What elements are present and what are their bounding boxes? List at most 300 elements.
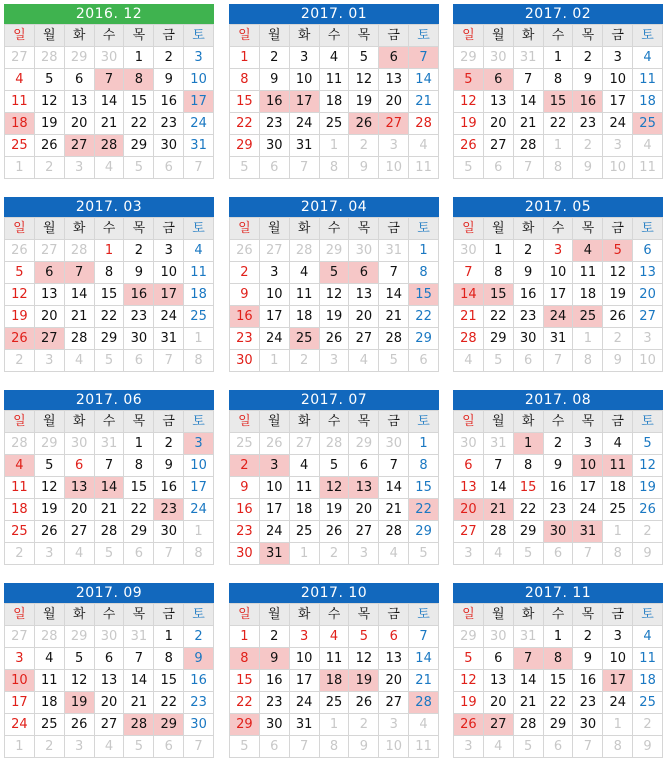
day-cell-other-month: 9 xyxy=(573,157,603,179)
day-cell: 9 xyxy=(184,648,214,670)
day-cell: 3 xyxy=(5,648,35,670)
day-cell: 26 xyxy=(349,113,379,135)
day-cell: 5 xyxy=(454,648,484,670)
day-cell: 8 xyxy=(544,69,574,91)
day-cell: 9 xyxy=(154,455,184,477)
day-cell: 7 xyxy=(409,47,439,69)
month-calendar xyxy=(453,4,663,179)
weekday-label: 화 xyxy=(514,218,544,240)
day-cell-other-month: 6 xyxy=(154,157,184,179)
day-cell-other-month: 2 xyxy=(349,714,379,736)
weekday-label: 토 xyxy=(184,25,214,47)
day-cell-other-month: 6 xyxy=(260,157,290,179)
day-cell: 21 xyxy=(454,306,484,328)
day-cell: 25 xyxy=(320,113,350,135)
day-cell: 15 xyxy=(514,477,544,499)
day-cell-other-month: 3 xyxy=(35,543,65,565)
weekday-label: 목 xyxy=(573,218,603,240)
day-cell-other-month: 31 xyxy=(95,433,125,455)
day-cell: 25 xyxy=(633,113,663,135)
day-cell: 17 xyxy=(603,670,633,692)
day-cell: 24 xyxy=(184,113,214,135)
day-cell: 29 xyxy=(154,714,184,736)
day-cell-other-month: 1 xyxy=(320,135,350,157)
day-cell: 17 xyxy=(184,477,214,499)
day-cell-other-month: 7 xyxy=(514,157,544,179)
day-cell: 27 xyxy=(454,521,484,543)
day-cell: 25 xyxy=(320,692,350,714)
day-cell: 10 xyxy=(5,670,35,692)
day-cell: 1 xyxy=(124,433,154,455)
day-cell: 9 xyxy=(514,262,544,284)
day-cell-other-month: 8 xyxy=(573,350,603,372)
day-cell: 19 xyxy=(320,499,350,521)
day-cell-other-month: 2 xyxy=(5,543,35,565)
weekday-label: 화 xyxy=(65,218,95,240)
day-cell: 30 xyxy=(260,714,290,736)
day-cell-other-month: 3 xyxy=(65,736,95,758)
day-cell: 5 xyxy=(454,69,484,91)
weekday-label: 수 xyxy=(95,411,125,433)
day-cell: 7 xyxy=(95,455,125,477)
day-cell: 24 xyxy=(603,113,633,135)
day-cell: 8 xyxy=(230,648,260,670)
day-cell-other-month: 27 xyxy=(290,433,320,455)
day-cell: 27 xyxy=(484,135,514,157)
day-cell: 9 xyxy=(230,284,260,306)
day-cell: 19 xyxy=(320,306,350,328)
day-cell: 21 xyxy=(514,692,544,714)
weekday-label: 일 xyxy=(5,218,35,240)
day-cell: 19 xyxy=(5,306,35,328)
weekday-label: 수 xyxy=(320,25,350,47)
day-cell-other-month: 4 xyxy=(409,714,439,736)
day-cell-other-month: 10 xyxy=(379,736,409,758)
day-cell-other-month: 4 xyxy=(633,135,663,157)
day-cell: 30 xyxy=(230,350,260,372)
day-cell: 22 xyxy=(154,692,184,714)
day-cell-other-month: 1 xyxy=(260,350,290,372)
day-cell: 25 xyxy=(603,499,633,521)
day-cell: 5 xyxy=(65,648,95,670)
weekday-label: 목 xyxy=(349,218,379,240)
day-cell: 24 xyxy=(5,714,35,736)
day-cell-other-month: 29 xyxy=(454,47,484,69)
day-cell: 31 xyxy=(290,714,320,736)
month-title: 2017. 03 xyxy=(4,197,214,217)
day-cell-other-month: 6 xyxy=(409,350,439,372)
day-cell-other-month: 6 xyxy=(260,736,290,758)
day-cell: 23 xyxy=(544,499,574,521)
month-calendar xyxy=(4,390,214,565)
day-cell: 24 xyxy=(260,521,290,543)
day-cell: 28 xyxy=(454,328,484,350)
day-cell: 5 xyxy=(603,240,633,262)
day-cell-other-month: 8 xyxy=(320,736,350,758)
day-cell-other-month: 30 xyxy=(454,433,484,455)
day-cell: 23 xyxy=(260,692,290,714)
day-cell: 23 xyxy=(514,306,544,328)
day-cell-other-month: 5 xyxy=(95,543,125,565)
day-cell: 11 xyxy=(603,455,633,477)
day-cell: 14 xyxy=(514,670,544,692)
day-cell-other-month: 31 xyxy=(124,626,154,648)
weekday-label: 금 xyxy=(154,411,184,433)
day-grid xyxy=(229,217,439,372)
weekday-label: 목 xyxy=(349,25,379,47)
day-cell: 11 xyxy=(35,670,65,692)
weekday-label: 화 xyxy=(65,25,95,47)
day-cell: 18 xyxy=(290,499,320,521)
day-cell: 23 xyxy=(154,113,184,135)
weekday-label: 금 xyxy=(603,411,633,433)
day-cell: 9 xyxy=(573,69,603,91)
day-cell: 26 xyxy=(454,135,484,157)
day-cell: 4 xyxy=(320,47,350,69)
day-cell: 2 xyxy=(184,626,214,648)
day-cell-other-month: 25 xyxy=(230,433,260,455)
day-cell: 1 xyxy=(230,47,260,69)
day-cell-other-month: 28 xyxy=(65,240,95,262)
day-cell: 16 xyxy=(124,284,154,306)
day-cell-other-month: 8 xyxy=(184,350,214,372)
day-cell: 14 xyxy=(379,284,409,306)
day-cell: 26 xyxy=(633,499,663,521)
day-cell: 13 xyxy=(454,477,484,499)
day-cell: 10 xyxy=(184,69,214,91)
day-cell-other-month: 1 xyxy=(573,328,603,350)
day-cell: 21 xyxy=(514,113,544,135)
day-cell-other-month: 2 xyxy=(633,521,663,543)
day-cell-other-month: 4 xyxy=(379,543,409,565)
weekday-label: 일 xyxy=(230,218,260,240)
day-cell: 19 xyxy=(454,692,484,714)
day-cell-other-month: 30 xyxy=(484,626,514,648)
day-cell: 23 xyxy=(184,692,214,714)
day-cell: 6 xyxy=(95,648,125,670)
day-cell: 24 xyxy=(290,692,320,714)
day-cell: 10 xyxy=(573,455,603,477)
day-cell-other-month: 3 xyxy=(349,543,379,565)
day-cell-other-month: 5 xyxy=(124,736,154,758)
day-cell: 22 xyxy=(95,306,125,328)
day-cell: 7 xyxy=(454,262,484,284)
day-grid xyxy=(229,24,439,179)
day-cell: 18 xyxy=(603,477,633,499)
day-cell-other-month: 7 xyxy=(184,736,214,758)
day-cell: 28 xyxy=(65,328,95,350)
day-cell-other-month: 1 xyxy=(320,714,350,736)
day-cell: 24 xyxy=(290,113,320,135)
day-cell: 13 xyxy=(484,670,514,692)
day-cell: 1 xyxy=(230,626,260,648)
day-cell: 21 xyxy=(65,306,95,328)
day-cell-other-month: 31 xyxy=(484,433,514,455)
day-cell: 26 xyxy=(35,521,65,543)
weekday-label: 목 xyxy=(573,411,603,433)
day-cell-other-month: 1 xyxy=(290,543,320,565)
day-cell-other-month: 1 xyxy=(603,521,633,543)
day-cell: 3 xyxy=(290,626,320,648)
month-title: 2017. 07 xyxy=(229,390,439,410)
day-cell: 4 xyxy=(320,626,350,648)
day-cell: 26 xyxy=(35,135,65,157)
day-cell: 10 xyxy=(603,69,633,91)
day-cell: 8 xyxy=(544,648,574,670)
day-cell: 7 xyxy=(379,262,409,284)
day-cell: 30 xyxy=(573,714,603,736)
day-cell: 5 xyxy=(349,47,379,69)
day-cell: 21 xyxy=(379,306,409,328)
day-cell: 12 xyxy=(320,477,350,499)
month-calendar xyxy=(229,390,439,565)
day-cell: 10 xyxy=(290,69,320,91)
day-cell: 11 xyxy=(290,284,320,306)
day-cell: 17 xyxy=(573,477,603,499)
day-cell: 27 xyxy=(379,113,409,135)
weekday-label: 월 xyxy=(35,218,65,240)
day-cell-other-month: 10 xyxy=(633,350,663,372)
day-cell: 25 xyxy=(573,306,603,328)
day-cell: 29 xyxy=(124,135,154,157)
day-cell: 8 xyxy=(124,69,154,91)
day-cell: 13 xyxy=(65,91,95,113)
day-cell: 22 xyxy=(544,113,574,135)
day-cell: 22 xyxy=(514,499,544,521)
day-cell-other-month: 5 xyxy=(230,157,260,179)
weekday-label: 화 xyxy=(514,411,544,433)
day-cell-other-month: 6 xyxy=(484,157,514,179)
day-cell-other-month: 28 xyxy=(35,47,65,69)
day-cell-other-month: 5 xyxy=(409,543,439,565)
day-cell: 2 xyxy=(260,626,290,648)
day-cell: 26 xyxy=(5,328,35,350)
day-cell: 27 xyxy=(484,714,514,736)
day-cell: 20 xyxy=(484,692,514,714)
day-grid xyxy=(4,603,214,758)
weekday-label: 토 xyxy=(409,604,439,626)
weekday-label: 화 xyxy=(290,25,320,47)
weekday-label: 월 xyxy=(35,411,65,433)
day-cell: 29 xyxy=(409,521,439,543)
day-cell: 16 xyxy=(573,670,603,692)
month-title: 2016. 12 xyxy=(4,4,214,24)
day-cell: 10 xyxy=(260,477,290,499)
day-cell-other-month: 2 xyxy=(633,714,663,736)
day-cell-other-month: 28 xyxy=(5,433,35,455)
day-cell-other-month: 2 xyxy=(35,736,65,758)
day-cell: 13 xyxy=(35,284,65,306)
day-cell: 6 xyxy=(35,262,65,284)
day-cell-other-month: 9 xyxy=(633,736,663,758)
day-cell: 9 xyxy=(230,477,260,499)
day-cell: 15 xyxy=(230,670,260,692)
day-cell: 12 xyxy=(35,477,65,499)
day-cell: 25 xyxy=(290,328,320,350)
day-cell-other-month: 28 xyxy=(35,626,65,648)
day-cell: 30 xyxy=(154,521,184,543)
day-cell-other-month: 27 xyxy=(5,626,35,648)
day-cell: 30 xyxy=(260,135,290,157)
day-cell: 19 xyxy=(35,113,65,135)
day-cell: 12 xyxy=(454,91,484,113)
day-cell: 21 xyxy=(379,499,409,521)
day-cell: 18 xyxy=(35,692,65,714)
day-cell: 7 xyxy=(95,69,125,91)
day-cell-other-month: 1 xyxy=(603,714,633,736)
day-cell: 30 xyxy=(514,328,544,350)
day-cell-other-month: 3 xyxy=(454,543,484,565)
day-cell: 5 xyxy=(5,262,35,284)
day-cell: 3 xyxy=(260,455,290,477)
month-title: 2017. 06 xyxy=(4,390,214,410)
month-title: 2017. 05 xyxy=(453,197,663,217)
day-cell: 5 xyxy=(35,455,65,477)
day-cell: 27 xyxy=(35,328,65,350)
day-cell-other-month: 5 xyxy=(379,350,409,372)
day-cell-other-month: 2 xyxy=(5,350,35,372)
day-cell: 8 xyxy=(124,455,154,477)
day-cell-other-month: 30 xyxy=(95,47,125,69)
weekday-label: 일 xyxy=(5,411,35,433)
day-cell: 28 xyxy=(514,135,544,157)
day-cell-other-month: 30 xyxy=(454,240,484,262)
weekday-label: 수 xyxy=(544,25,574,47)
day-cell-other-month: 11 xyxy=(409,736,439,758)
weekday-label: 화 xyxy=(290,218,320,240)
day-cell: 12 xyxy=(320,284,350,306)
day-cell: 8 xyxy=(95,262,125,284)
day-cell: 26 xyxy=(349,692,379,714)
day-cell: 22 xyxy=(409,499,439,521)
day-cell: 12 xyxy=(633,455,663,477)
day-cell: 17 xyxy=(290,91,320,113)
day-cell-other-month: 30 xyxy=(95,626,125,648)
day-cell-other-month: 8 xyxy=(544,157,574,179)
weekday-label: 화 xyxy=(514,25,544,47)
day-cell-other-month: 31 xyxy=(514,47,544,69)
day-grid xyxy=(4,410,214,565)
day-cell: 17 xyxy=(260,499,290,521)
day-cell: 2 xyxy=(154,47,184,69)
day-cell-other-month: 4 xyxy=(95,736,125,758)
day-cell: 11 xyxy=(184,262,214,284)
day-cell: 3 xyxy=(603,47,633,69)
day-cell: 4 xyxy=(5,69,35,91)
day-cell: 3 xyxy=(184,47,214,69)
day-cell: 18 xyxy=(573,284,603,306)
weekday-label: 토 xyxy=(633,218,663,240)
day-cell-other-month: 30 xyxy=(349,240,379,262)
day-cell: 3 xyxy=(544,240,574,262)
day-cell: 31 xyxy=(573,521,603,543)
day-cell: 16 xyxy=(184,670,214,692)
day-cell: 23 xyxy=(573,113,603,135)
day-cell: 9 xyxy=(260,648,290,670)
day-cell: 11 xyxy=(320,69,350,91)
day-cell: 27 xyxy=(95,714,125,736)
weekday-label: 토 xyxy=(184,604,214,626)
day-cell: 7 xyxy=(409,626,439,648)
day-cell: 14 xyxy=(454,284,484,306)
day-cell: 15 xyxy=(544,670,574,692)
day-cell: 21 xyxy=(409,670,439,692)
weekday-label: 목 xyxy=(349,604,379,626)
day-cell: 15 xyxy=(95,284,125,306)
day-grid xyxy=(453,410,663,565)
weekday-label: 수 xyxy=(544,218,574,240)
day-cell-other-month: 8 xyxy=(320,157,350,179)
day-cell-other-month: 7 xyxy=(573,543,603,565)
weekday-label: 토 xyxy=(633,25,663,47)
month-calendar xyxy=(453,390,663,565)
day-cell-other-month: 30 xyxy=(379,433,409,455)
day-cell: 14 xyxy=(124,670,154,692)
day-cell: 4 xyxy=(633,47,663,69)
day-cell: 29 xyxy=(230,135,260,157)
day-cell-other-month: 30 xyxy=(484,47,514,69)
month-title: 2017. 10 xyxy=(229,583,439,603)
day-cell-other-month: 10 xyxy=(603,157,633,179)
weekday-label: 금 xyxy=(379,604,409,626)
day-cell: 17 xyxy=(290,670,320,692)
weekday-label: 수 xyxy=(544,411,574,433)
day-cell-other-month: 9 xyxy=(349,157,379,179)
day-cell: 28 xyxy=(514,714,544,736)
month-calendar xyxy=(229,197,439,372)
day-cell: 20 xyxy=(65,499,95,521)
day-cell: 5 xyxy=(35,69,65,91)
day-cell: 28 xyxy=(95,135,125,157)
day-cell: 12 xyxy=(5,284,35,306)
weekday-label: 토 xyxy=(409,411,439,433)
day-cell: 14 xyxy=(65,284,95,306)
day-cell: 13 xyxy=(633,262,663,284)
day-cell: 30 xyxy=(154,135,184,157)
weekday-label: 일 xyxy=(454,25,484,47)
day-cell: 24 xyxy=(573,499,603,521)
day-cell: 15 xyxy=(154,670,184,692)
day-cell: 1 xyxy=(409,433,439,455)
day-cell: 26 xyxy=(320,328,350,350)
day-cell: 19 xyxy=(349,91,379,113)
day-cell-other-month: 30 xyxy=(65,433,95,455)
day-cell-other-month: 7 xyxy=(184,157,214,179)
day-cell: 13 xyxy=(484,91,514,113)
day-cell-other-month: 26 xyxy=(5,240,35,262)
weekday-label: 화 xyxy=(65,411,95,433)
day-cell: 22 xyxy=(230,113,260,135)
day-cell: 17 xyxy=(184,91,214,113)
day-cell-other-month: 7 xyxy=(154,543,184,565)
day-cell: 9 xyxy=(573,648,603,670)
day-cell: 31 xyxy=(544,328,574,350)
day-cell: 1 xyxy=(484,240,514,262)
day-cell-other-month: 1 xyxy=(184,328,214,350)
day-cell: 24 xyxy=(544,306,574,328)
day-cell: 6 xyxy=(65,69,95,91)
day-cell-other-month: 5 xyxy=(230,736,260,758)
day-cell: 30 xyxy=(230,543,260,565)
weekday-label: 토 xyxy=(184,411,214,433)
day-cell: 23 xyxy=(154,499,184,521)
month-title: 2017. 01 xyxy=(229,4,439,24)
weekday-label: 일 xyxy=(5,25,35,47)
weekday-label: 일 xyxy=(230,411,260,433)
day-cell: 17 xyxy=(5,692,35,714)
day-cell: 14 xyxy=(95,477,125,499)
day-cell: 8 xyxy=(230,69,260,91)
